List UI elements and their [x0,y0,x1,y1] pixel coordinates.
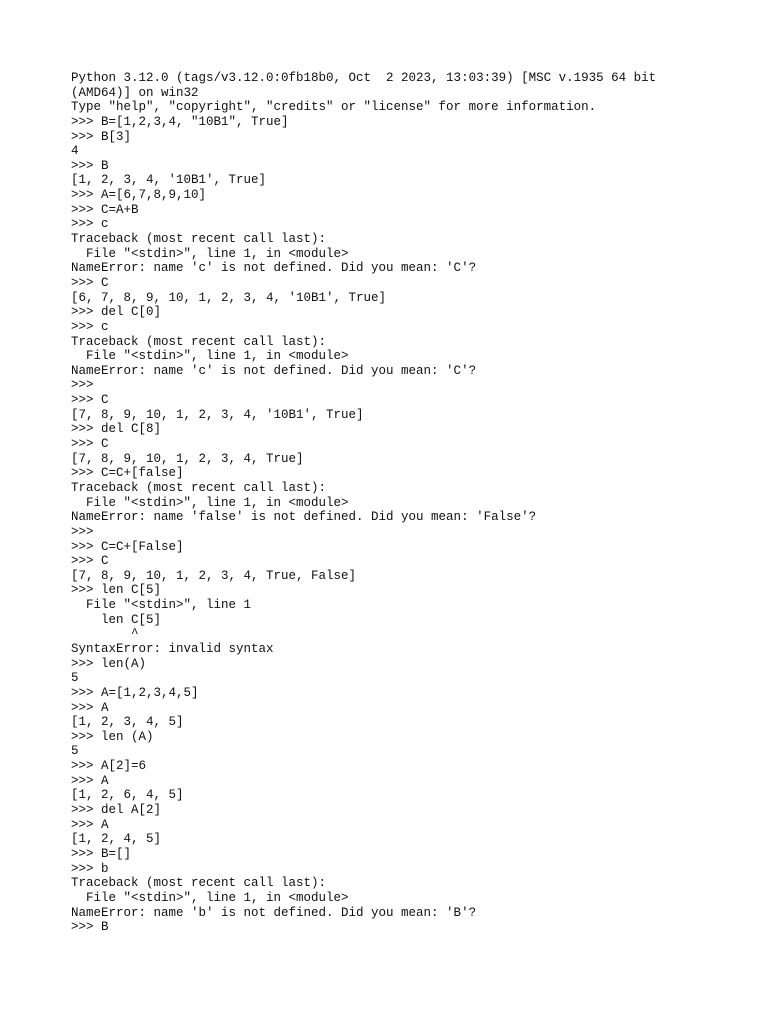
error-line: NameError: name 'b' is not defined. Did you mean: 'B'? [71,905,477,920]
prompt-line: >>> C=C+[false] [71,466,184,481]
prompt-line: >>> del C[0] [71,305,162,320]
prompt-line: >>> len (A) [71,729,154,744]
error-line: File "<stdin>", line 1, in <module> [71,246,349,261]
error-line: File "<stdin>", line 1, in <module> [71,495,349,510]
python-console-output[interactable] [71,71,656,935]
output-line: 5 [71,744,79,759]
output-line: [1, 2, 6, 4, 5] [71,788,184,803]
prompt-line: >>> A [71,817,109,832]
output-line: Type "help", "copyright", "credits" or "license" for more information. [71,100,597,115]
prompt-line: >>> B[3] [71,129,132,144]
prompt-line: >>> C=A+B [71,202,139,217]
error-line: NameError: name 'false' is not defined. Did you mean: 'False'? [71,510,537,525]
prompt-line: >>> C [71,393,109,408]
output-line: 5 [71,671,79,686]
prompt-line: >>> C [71,554,109,569]
output-line: [7, 8, 9, 10, 1, 2, 3, 4, True] [71,451,304,466]
error-line: NameError: name 'c' is not defined. Did you mean: 'C'? [71,363,477,378]
error-line: File "<stdin>", line 1 [71,598,252,613]
prompt-line: >>> len C[5] [71,583,162,598]
output-line: len C[5] [71,612,162,627]
error-line: Traceback (most recent call last): [71,232,327,247]
prompt-line: >>> B=[1,2,3,4, "10B1", True] [71,114,289,129]
prompt-line: >>> B [71,158,109,173]
output-line: [6, 7, 8, 9, 10, 1, 2, 3, 4, '10B1', True] [71,290,387,305]
prompt-line: >>> del A[2] [71,803,162,818]
prompt-line: >>> A[2]=6 [71,759,147,774]
output-line: [1, 2, 3, 4, 5] [71,715,184,730]
prompt-line: >>> [71,378,94,393]
prompt-line: >>> B=[] [71,846,132,861]
prompt-line: >>> C [71,437,109,452]
prompt-line: >>> A [71,773,109,788]
prompt-line: >>> A=[6,7,8,9,10] [71,188,207,203]
error-line: File "<stdin>", line 1, in <module> [71,349,349,364]
prompt-line: >>> c [71,319,109,334]
prompt-line: >>> A [71,700,109,715]
prompt-line: >>> C [71,275,109,290]
error-line: Traceback (most recent call last): [71,334,327,349]
prompt-line: >>> len(A) [71,656,147,671]
error-line: NameError: name 'c' is not defined. Did you mean: 'C'? [71,261,477,276]
output-line: Python 3.12.0 (tags/v3.12.0:0fb18b0, Oct 2 2023, 13:03:39) [MSC v.1935 64 bit [71,71,657,85]
output-line: [7, 8, 9, 10, 1, 2, 3, 4, True, False] [71,568,357,583]
prompt-line: >>> C=C+[False] [71,539,184,554]
prompt-line: >>> B [71,920,109,935]
prompt-line: >>> del C[8] [71,422,162,437]
prompt-line: >>> [71,524,94,539]
output-line: ^ [71,627,139,642]
error-line: SyntaxError: invalid syntax [71,641,274,656]
output-line: 4 [71,144,79,159]
output-line: [7, 8, 9, 10, 1, 2, 3, 4, '10B1', True] [71,407,364,422]
prompt-line: >>> b [71,861,109,876]
error-line: Traceback (most recent call last): [71,876,327,891]
error-line: File "<stdin>", line 1, in <module> [71,890,349,905]
output-line: (AMD64)] on win32 [71,85,199,100]
prompt-line: >>> c [71,217,109,232]
error-line: Traceback (most recent call last): [71,480,327,495]
output-line: [1, 2, 4, 5] [71,832,162,847]
output-line: [1, 2, 3, 4, '10B1', True] [71,173,267,188]
prompt-line: >>> A=[1,2,3,4,5] [71,685,199,700]
